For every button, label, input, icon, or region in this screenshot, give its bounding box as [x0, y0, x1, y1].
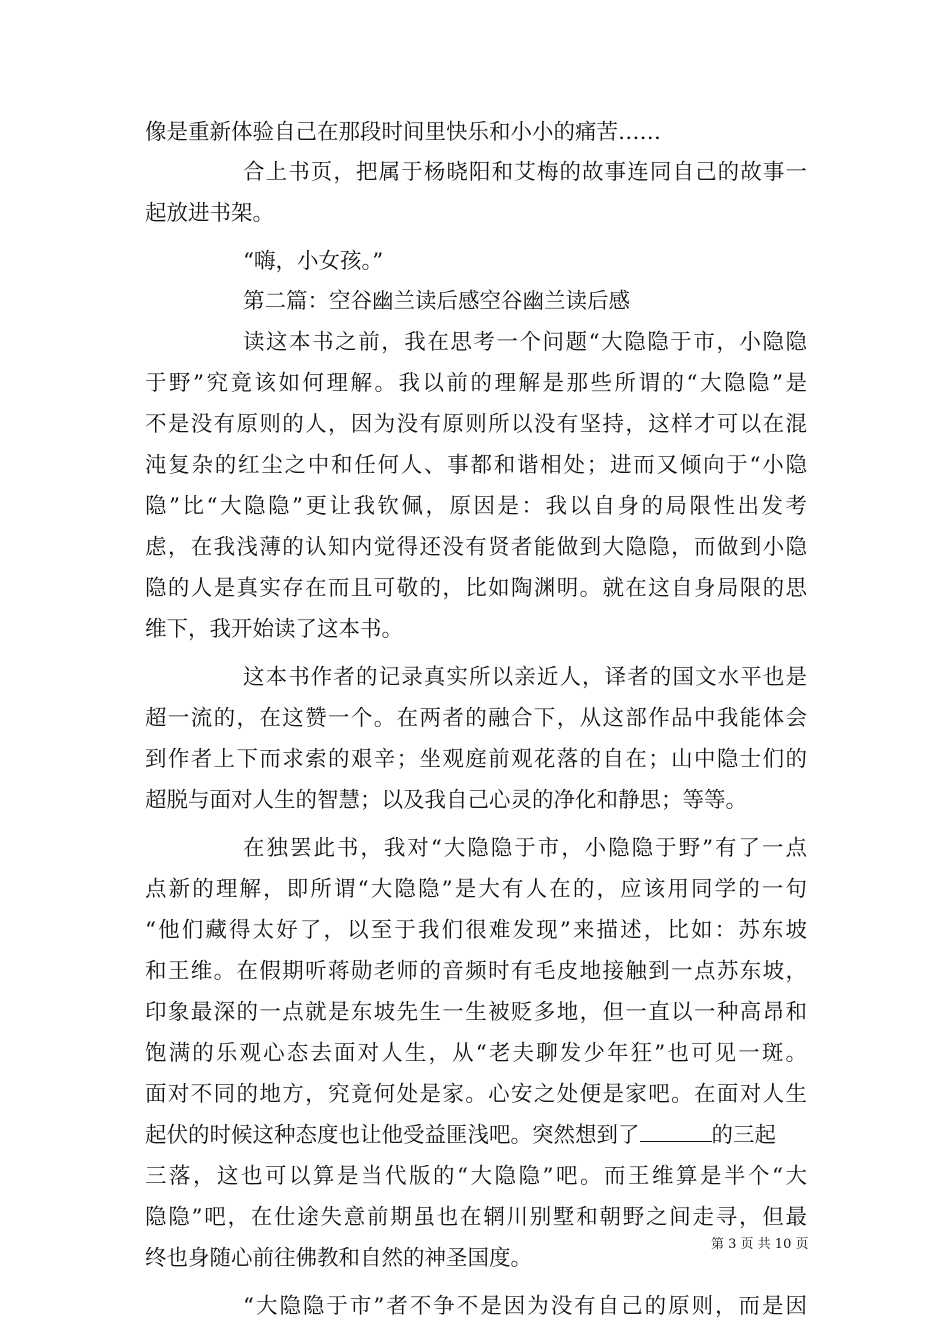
text-line: 沌复杂的红尘之中和任何人、事都和谐相处；进而又倾向于“小隐: [145, 453, 807, 478]
text-fragment: 起伏的时候这种态度也让他受益匪浅吧。突然想到了: [145, 1123, 640, 1148]
text-line: 点新的理解，即所谓“大隐隐”是大有人在的，应该用同学的一句: [145, 877, 807, 902]
text-line: 像是重新体验自己在那段时间里快乐和小小的痛苦……: [145, 120, 662, 145]
text-line: 到作者上下而求索的艰辛；坐观庭前观花落的自在；山中隐士们的: [145, 747, 807, 772]
text-line-with-blank: [145, 1125, 807, 1146]
fill-in-blank: [640, 1125, 712, 1142]
text-line: 隐隐”吧，在仕途失意前期虽也在辋川别墅和朝野之间走寻，但最: [145, 1205, 807, 1230]
text-line: 于野”究竟该如何理解。我以前的理解是那些所谓的“大隐隐”是: [145, 371, 807, 396]
text-line: 合上书页，把属于杨晓阳和艾梅的故事连同自己的故事一: [243, 160, 807, 185]
text-line: 三落，这也可以算是当代版的“大隐隐”吧。而王维算是半个“大: [145, 1164, 807, 1189]
text-line: 这本书作者的记录真实所以亲近人，译者的国文水平也是: [243, 665, 807, 690]
text-line: “他们藏得太好了，以至于我们很难发现”来描述，比如：苏东坡: [145, 918, 807, 943]
text-line: 起放进书架。: [145, 201, 275, 226]
text-line: “嗨，小女孩。”: [243, 249, 384, 274]
text-line: 终也身随心前往佛教和自然的神圣国度。: [145, 1246, 533, 1271]
text-line: 超一流的，在这赞一个。在两者的融合下，从这部作品中我能体会: [145, 706, 807, 731]
page-number: 第 3 页 共 10 页: [711, 1237, 809, 1252]
text-line: 隐”比“大隐隐”更让我钦佩，原因是：我以自身的局限性出发考: [145, 494, 807, 519]
text-line: 和王维。在假期听蒋勋老师的音频时有毛皮地接触到一点苏东坡，: [145, 959, 807, 984]
text-line: 维下，我开始读了这本书。: [145, 617, 404, 642]
text-line: 在独罢此书，我对“大隐隐于市，小隐隐于野”有了一点: [243, 836, 807, 861]
text-line: 隐的人是真实存在而且可敬的，比如陶渊明。就在这自身局限的思: [145, 576, 807, 601]
text-line: 面对不同的地方，究竟何处是家。心安之处便是家吧。在面对人生: [145, 1082, 807, 1107]
text-line: 虑，在我浅薄的认知内觉得还没有贤者能做到大隐隐，而做到小隐: [145, 535, 807, 560]
text-line: 读这本书之前，我在思考一个问题“大隐隐于市，小隐隐: [243, 330, 807, 355]
text-fragment: 的三起: [711, 1123, 777, 1148]
text-line: 不是没有原则的人，因为没有原则所以没有坚持，这样才可以在混: [145, 412, 807, 437]
text-line: 饱满的乐观心态去面对人生，从“老夫聊发少年狂”也可见一斑。: [145, 1041, 807, 1066]
section-heading: 第二篇：空谷幽兰读后感空谷幽兰读后感: [243, 289, 631, 314]
body-text: [145, 122, 807, 1317]
text-line: “大隐隐于市”者不争不是因为没有自己的原则，而是因: [243, 1294, 807, 1319]
text-line: 超脱与面对人生的智慧；以及我自己心灵的净化和静思；等等。: [145, 788, 748, 813]
text-line: 印象最深的一点就是东坡先生一生被贬多地，但一直以一种高昂和: [145, 1000, 807, 1025]
